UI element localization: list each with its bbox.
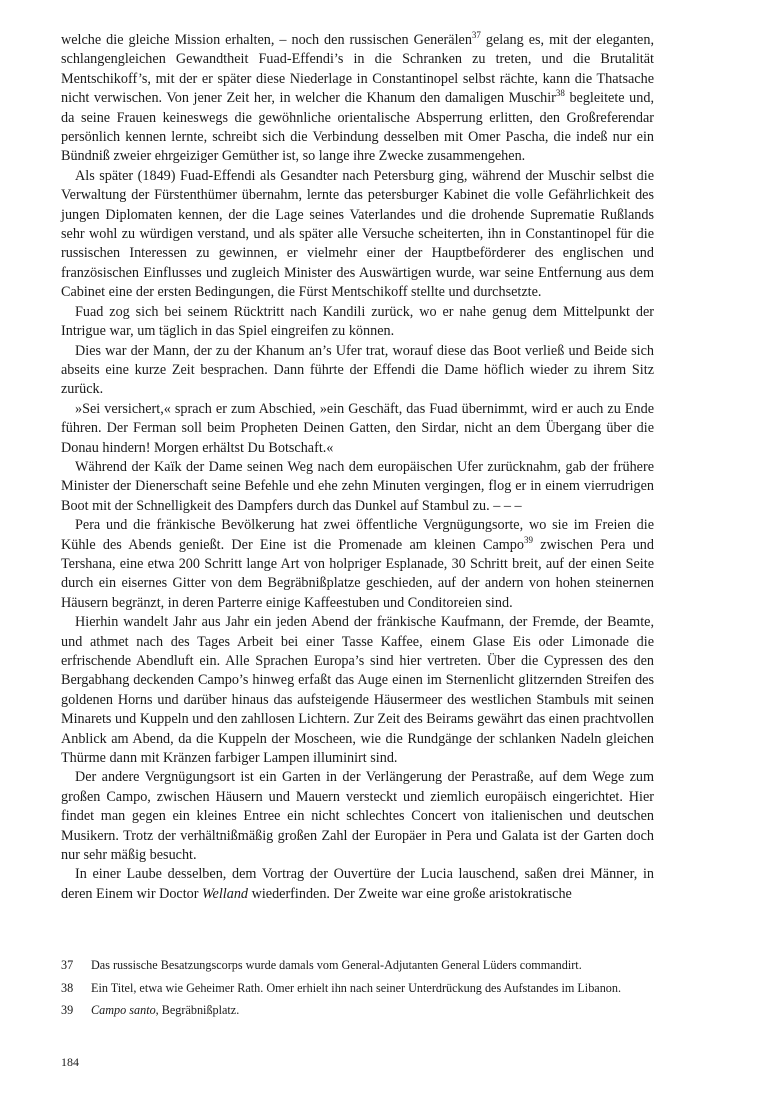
emphasis-text: Campo santo [91, 1003, 156, 1018]
paragraph [61, 167, 654, 303]
footnote-number: 38 [61, 980, 74, 995]
text-run: gelang es, mit der eleganten, schlangengleichen Gewandtheit Fuad-Effendi’s in die Schranken zu treten, und die Brutalität Mentschikoff’s, mit der er später diese Niederlage in Constantinopel selbst rächte, kann die Thatsache nicht verwischen. Von jener Zeit her, in welcher die Khanum den damaligen Muschir [61, 32, 654, 107]
body-text [61, 31, 654, 904]
paragraph [61, 865, 654, 904]
page-number: 184 [61, 1055, 79, 1069]
footnote-number: 37 [61, 958, 74, 972]
paragraph [61, 31, 654, 167]
text-run: wiederfinden. Der Zweite war eine große aristokratische [248, 885, 572, 902]
text-run: begleitete und, da seine Frauen keineswegs die gewöhnliche orientalische Absperrung erlitten, den Großreferendar persönlich kennen lernte, schreibt sich die Verbindung desselben mit Omer Pascha, die indeß nur ein Bündniß zweier ehrgeiziger Gemüther ist, so lange ihre Zwecke zusammengehen. [61, 90, 654, 165]
paragraph [61, 400, 654, 458]
paragraph [61, 516, 654, 613]
text-run: Das russische Besatzungscorps wurde damals vom General-Adjutanten General Lüders commandirt. [91, 958, 582, 972]
footnote-reference: 37 [471, 30, 481, 40]
paragraph [61, 768, 654, 865]
text-run: Hierhin wandelt Jahr aus Jahr ein jeden Abend der fränkische Kaufmann, der Fremde, der Beamte, und athmet nach des Tages Arbeit bei einer Tasse Kaffee, einem Glase Eis oder Limonade die erfrischende Abendluft ein. Alle Sprachen Europa’s sind hier vertreten. Über die Cypressen des den Bergabhang deckenden Campo’s hinweg erfaßt das Auge einen im Sternenlicht glitzernden Streifen des goldenen Horns und darüber hinaus das aufsteigende Häusermeer des westlichen Stambuls mit seinen Minarets und Kuppeln und den zahllosen Lichtern. Zur Zeit des Beirams gewährt das einen prachtvollen Anblick am Abend, da die Kuppeln der Moscheen, wie die Rundgänge der schlanken Nadeln gleichen Thürme dann mit Kränzen farbiger Lampen illuminirt sind. [61, 614, 654, 767]
text-run: »Sei versichert,« sprach er zum Abschied, »ein Geschäft, das Fuad übernimmt, wird er auch zu Ende führen. Der Ferman soll beim Propheten Deinen Gatten, den Sirdar, nicht an dem Übergang über die Donau hindern! Morgen erhältst Du Botschaft.« [61, 400, 654, 456]
paragraph [61, 458, 654, 516]
footnotes [61, 957, 654, 1025]
paragraph [61, 303, 654, 342]
text-run: Fuad zog sich bei seinem Rücktritt nach Kandili zurück, wo er nahe genug dem Mittelpunkt der Intrigue war, um täglich in das Spiel eingreifen zu können. [61, 303, 654, 340]
footnote-reference: 39 [524, 534, 533, 545]
text-run: In einer Laube desselben, dem Vortrag der Ouvertüre der Lucia lauschend, saßen drei Männer, in deren Einem wir Doctor [61, 866, 654, 902]
text-run: Der andere Vergnügungsort ist ein Garten in der Verlängerung der Perastraße, auf dem Wege zum großen Campo, zwischen Häusern und Mauern versteckt und ziemlich europäisch eingerichtet. Hier findet man gegen ein kleines Entree ein nicht schlechtes Concert von italienischen und deutschen Musikern. Trotz der verhältnißmäßig großen Zahl der Europäer in Pera und Galata ist der Garten doch nur sehr mäßig besucht. [61, 769, 654, 864]
footnote-text [91, 1002, 654, 1019]
text-run: Als später (1849) Fuad-Effendi als Gesandter nach Petersburg ging, während der Muschir selbst die Verwaltung der Fürstenthümer übernahm, lernte das petersburger Kabinet die volle Gefährlichkeit des jungen Diplomaten kennen, der die Lage seines Vaterlandes und die drohende Suprematie Rußlands sehr wohl zu würdigen verstand, und als später alle Versuche scheiterten, ihn in Constantinopel für die russischen Interessen zu gewinnen, er vielmehr einer der Hauptbeförderer des englischen und französischen Einflusses und zugleich Minister des Auswärtigen wurde, war seine Entfernung aus dem Cabinet eine der ersten Bedingungen, die Fürst Mentschikoff stellte und durchsetzte. [61, 167, 654, 301]
text-run: welche die gleiche Mission erhalten, – noch den russischen Generälen [61, 32, 472, 48]
text-run: Pera und die fränkische Bevölkerung hat zwei öffentliche Vergnügungsorte, wo sie im Freien die Kühle des Abends genießt. Der Eine ist die Promenade am kleinen Campo [61, 517, 654, 553]
text-run: , Begräbnißplatz. [155, 1003, 240, 1018]
footnote [61, 957, 654, 974]
text-run: Ein Titel, etwa wie Geheimer Rath. Omer erhielt ihn nach seiner Unterdrückung des Aufstandes im Libanon. [91, 980, 622, 995]
text-run: Während der Kaïk der Dame seinen Weg nach dem europäischen Ufer zurücknahm, gab der frühere Minister der Dienerschaft seine Befehle und ehe zehn Minuten vergingen, flog er in einem vierrudrigen Boot mit der Schnelligkeit des Dampfers durch das Dunkel auf Stambul zu. – – – [61, 458, 654, 514]
text-run: zwischen Pera und Tershana, eine etwa 200 Schritt lange Art von holpriger Esplanade, 30 Schritt breit, auf der einen Seite durch ein eisernes Gitter von dem Begräbnißplatze geschieden, auf der andern von hohen steinernen Häusern begränzt, in deren Parterre einige Kaffeestuben und Conditoreien sind. [61, 536, 654, 611]
footnote-reference: 38 [555, 88, 565, 99]
paragraph [61, 613, 654, 768]
footnote-text [91, 957, 654, 974]
footnote-text [91, 980, 654, 997]
text-run: Dies war der Mann, der zu der Khanum an’s Ufer trat, worauf diese das Boot verließ und Beide sich abseits eine kurze Zeit besprachen. Dann führte der Effendi die Dame höflich wieder zu ihrem Sitz zurück. [61, 342, 654, 398]
footnote [61, 1002, 654, 1019]
footnote-number: 39 [61, 1003, 74, 1018]
footnote [61, 980, 654, 997]
emphasis-text: Welland [202, 885, 249, 902]
paragraph [61, 342, 654, 400]
